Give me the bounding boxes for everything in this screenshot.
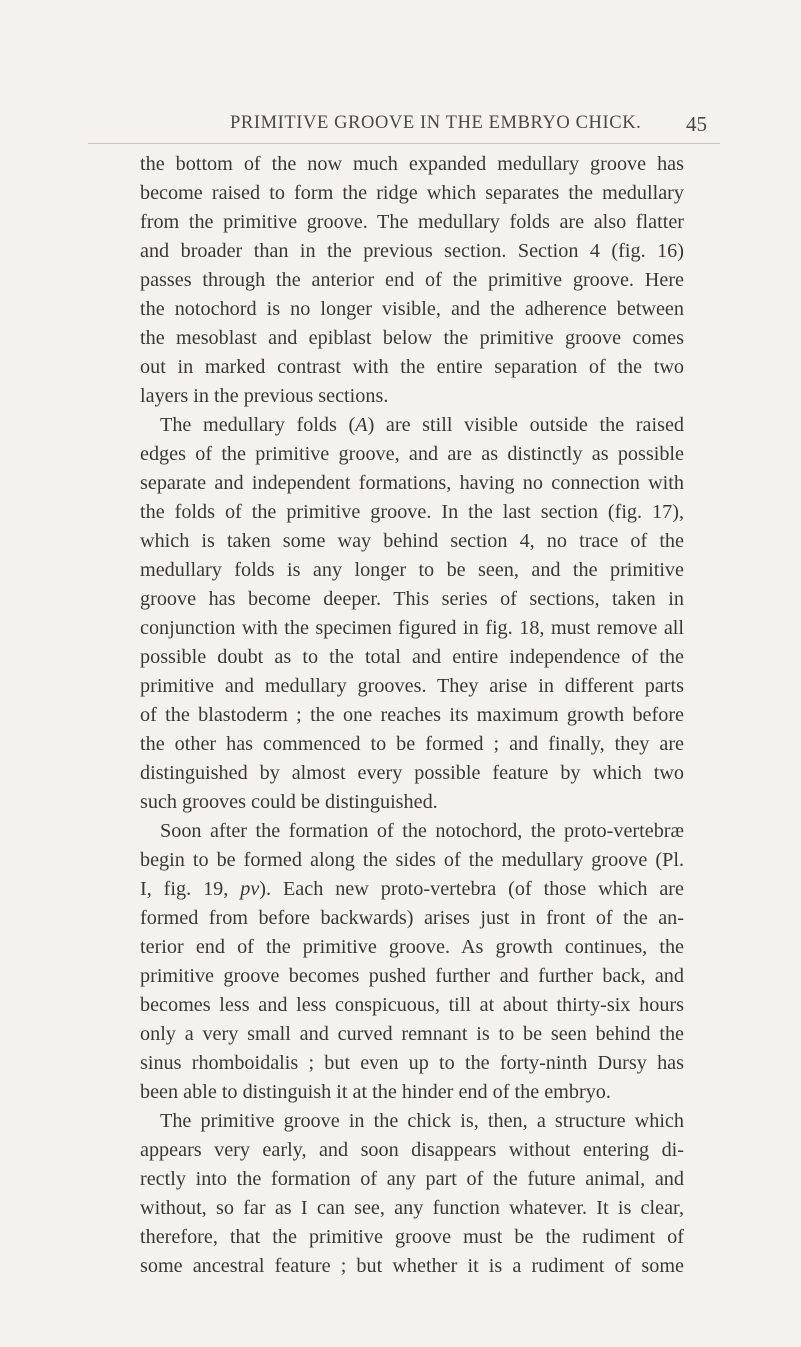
- text-line: the notochord is no longer visible, and the adherence between: [140, 298, 684, 320]
- text-line: separate and independent formations, having no connection with: [140, 472, 684, 494]
- text-line: becomes less and less conspicuous, till at about thirty-six hours: [140, 994, 684, 1016]
- text-line: primitive groove becomes pushed further and further back, and: [140, 965, 684, 987]
- text-line: primitive and medullary grooves. They arise in different parts: [140, 675, 684, 697]
- text-line: I, fig. 19, pv). Each new proto-vertebra (of those which are: [140, 878, 684, 900]
- body-text: [140, 150, 684, 1281]
- running-head: PRIMITIVE GROOVE IN THE EMBRYO CHICK.: [230, 113, 642, 133]
- header-rule: [88, 143, 720, 144]
- text-line: passes through the anterior end of the primitive groove. Here: [140, 269, 684, 291]
- text-line: conjunction with the specimen figured in fig. 18, must remove all: [140, 617, 684, 639]
- text-line: formed from before backwards) arises just in front of the an-: [140, 907, 684, 929]
- text-line: appears very early, and soon disappears without entering di-: [140, 1139, 684, 1161]
- text-line: and broader than in the previous section. Section 4 (fig. 16): [140, 240, 684, 262]
- text-line: been able to distinguish it at the hinder end of the embryo.: [140, 1081, 611, 1103]
- text-line: such grooves could be distinguished.: [140, 791, 438, 813]
- text-line: the bottom of the now much expanded medullary groove has: [140, 153, 684, 175]
- text-line: without, so far as I can see, any function whatever. It is clear,: [140, 1197, 684, 1219]
- text-line: from the primitive groove. The medullary folds are also flatter: [140, 211, 684, 233]
- text-line: rectly into the formation of any part of the future animal, and: [140, 1168, 684, 1190]
- text-line: The medullary folds (A) are still visible outside the raised: [160, 414, 684, 436]
- text-line: The primitive groove in the chick is, then, a structure which: [160, 1110, 684, 1132]
- page-number: 45: [686, 112, 707, 136]
- text-line: become raised to form the ridge which separates the medullary: [140, 182, 684, 204]
- text-line: the mesoblast and epiblast below the primitive groove comes: [140, 327, 684, 349]
- text-line: sinus rhomboidalis ; but even up to the forty-ninth Dursy has: [140, 1052, 684, 1074]
- text-line: which is taken some way behind section 4, no trace of the: [140, 530, 684, 552]
- text-line: out in marked contrast with the entire separation of the two: [140, 356, 684, 378]
- text-line: layers in the previous sections.: [140, 385, 389, 407]
- text-line: possible doubt as to the total and entire independence of the: [140, 646, 684, 668]
- figure-letter: A: [355, 414, 368, 436]
- text-line: therefore, that the primitive groove must be the rudiment of: [140, 1226, 684, 1248]
- text-line: some ancestral feature ; but whether it is a rudiment of some: [140, 1255, 684, 1277]
- text-line: groove has become deeper. This series of sections, taken in: [140, 588, 684, 610]
- text-line: of the blastoderm ; the one reaches its maximum growth before: [140, 704, 684, 726]
- text-line: terior end of the primitive groove. As growth continues, the: [140, 936, 684, 958]
- figure-letter: pv: [240, 878, 260, 900]
- text-line: edges of the primitive groove, and are as distinctly as possible: [140, 443, 684, 465]
- text-line: Soon after the formation of the notochord, the proto-vertebræ: [160, 820, 684, 842]
- text-line: only a very small and curved remnant is to be seen behind the: [140, 1023, 684, 1045]
- text-line: distinguished by almost every possible feature by which two: [140, 762, 684, 784]
- text-line: begin to be formed along the sides of the medullary groove (Pl.: [140, 849, 684, 871]
- text-line: the folds of the primitive groove. In the last section (fig. 17),: [140, 501, 684, 523]
- text-line: medullary folds is any longer to be seen, and the primitive: [140, 559, 684, 581]
- text-line: the other has commenced to be formed ; and finally, they are: [140, 733, 684, 755]
